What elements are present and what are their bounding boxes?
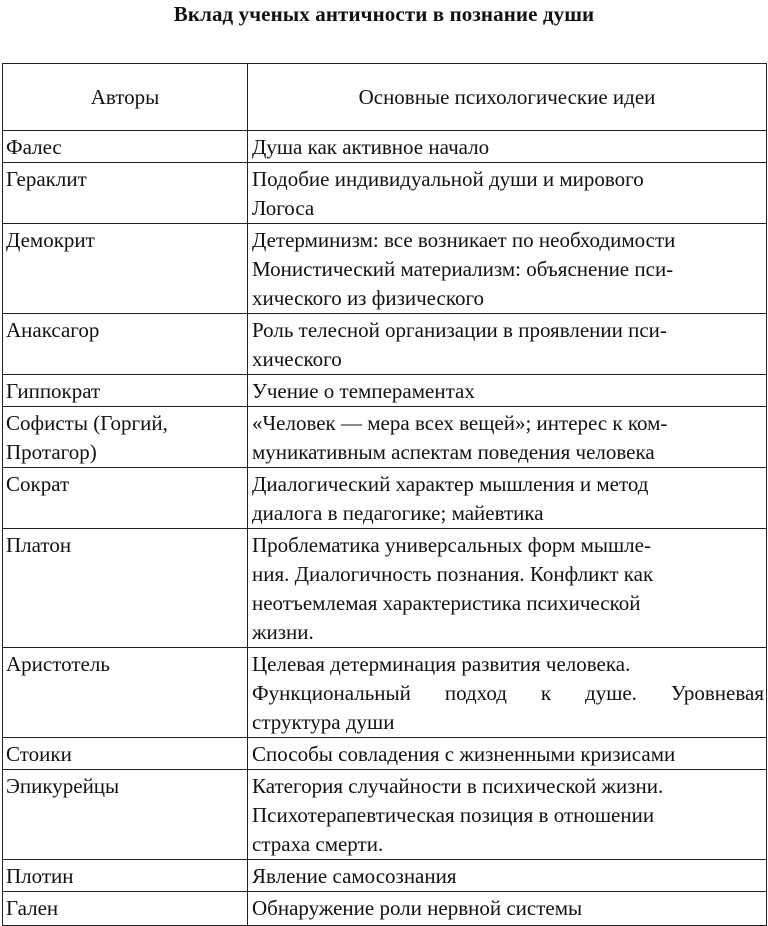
idea-text: Способы совладения с жизненными кризисами [252,742,676,766]
idea-cell [248,375,767,407]
idea-text: структура души [252,710,395,734]
idea-text: Целевая детерминация развития человека. [252,652,631,676]
table-row [3,163,767,224]
table-row [3,738,767,770]
idea-cell [248,860,767,892]
table-row [3,375,767,407]
table-row [3,860,767,892]
table-row [3,648,767,738]
idea-text: Обнаружение роли нервной системы [252,896,583,920]
idea-text: Подобие индивидуальной души и мирового [252,167,644,191]
author-text: Протагор) [6,440,97,464]
idea-cell [248,224,767,314]
author-cell [3,648,248,738]
author-cell [3,738,248,770]
idea-text: Душа как активное начало [252,135,490,159]
author-text: Анаксагор [6,318,100,342]
idea-text: жизни. [252,620,314,644]
table-body [3,131,767,926]
idea-cell [248,648,767,738]
table-row [3,770,767,860]
table-header-row [3,64,767,131]
idea-cell [248,738,767,770]
author-text: Гиппократ [6,379,101,403]
idea-text: Детерминизм: все возникает по необходимости [252,228,676,252]
idea-cell [248,892,767,926]
table-row [3,407,767,468]
idea-text: хического [252,347,342,371]
table-row [3,468,767,529]
table-row [3,529,767,648]
author-text: Плотин [6,864,74,888]
author-cell [3,770,248,860]
author-cell [3,314,248,375]
header-ideas: Основные психологические идеи [248,64,767,131]
author-cell [3,892,248,926]
idea-text: Функциональный подход к душе. Уровневая [252,681,764,705]
idea-cell [248,529,767,648]
idea-text: хического из физического [252,286,485,310]
idea-cell [248,163,767,224]
idea-text: диалога в педагогике; майевтика [252,501,544,525]
idea-text: Учение о темпераментах [252,379,475,403]
author-cell [3,224,248,314]
table-row [3,314,767,375]
idea-text: Психотерапевтическая позиция в отношении [252,803,655,827]
author-text: Эпикурейцы [6,774,120,798]
author-text: Гален [6,896,59,920]
author-cell [3,860,248,892]
idea-text: Монистический материализм: объяснение пси- [252,257,674,281]
author-text: Платон [6,533,72,557]
idea-text: ния. Диалогичность познания. Конфликт как [252,562,654,586]
author-cell [3,529,248,648]
author-cell [3,163,248,224]
table-row [3,131,767,163]
author-text: Фалес [6,135,62,159]
idea-cell [248,131,767,163]
document-title: Вклад ученых античности в познание души [173,2,595,26]
idea-cell [248,314,767,375]
table-row [3,224,767,314]
idea-text: страха смерти. [252,832,384,856]
idea-text: Категория случайности в психической жизни. [252,774,664,798]
idea-text: Явление самосознания [252,864,457,888]
author-cell [3,131,248,163]
idea-cell [248,468,767,529]
idea-text: муникативным аспектам поведения человека [252,440,655,464]
philosophers-table [2,63,767,926]
idea-text: Логоса [252,196,315,220]
idea-text: Проблематика универсальных форм мышле- [252,533,651,557]
author-cell [3,407,248,468]
idea-text: «Человек — мера всех вещей»; интерес к ком- [252,411,668,435]
idea-text: Роль телесной организации в проявлении пси- [252,318,667,342]
author-text: Аристотель [6,652,110,676]
author-text: Сократ [6,472,70,496]
author-cell [3,468,248,529]
author-cell [3,375,248,407]
author-text: Гераклит [6,167,87,191]
author-text: Стоики [6,742,72,766]
author-text: Софисты (Горгий, [6,411,168,435]
idea-text: Диалогический характер мышления и метод [252,472,649,496]
idea-text: неотъемлемая характеристика психической [252,591,641,615]
author-text: Демокрит [6,228,95,252]
idea-cell [248,407,767,468]
table-row [3,892,767,926]
idea-cell [248,770,767,860]
header-authors: Авторы [3,64,248,131]
